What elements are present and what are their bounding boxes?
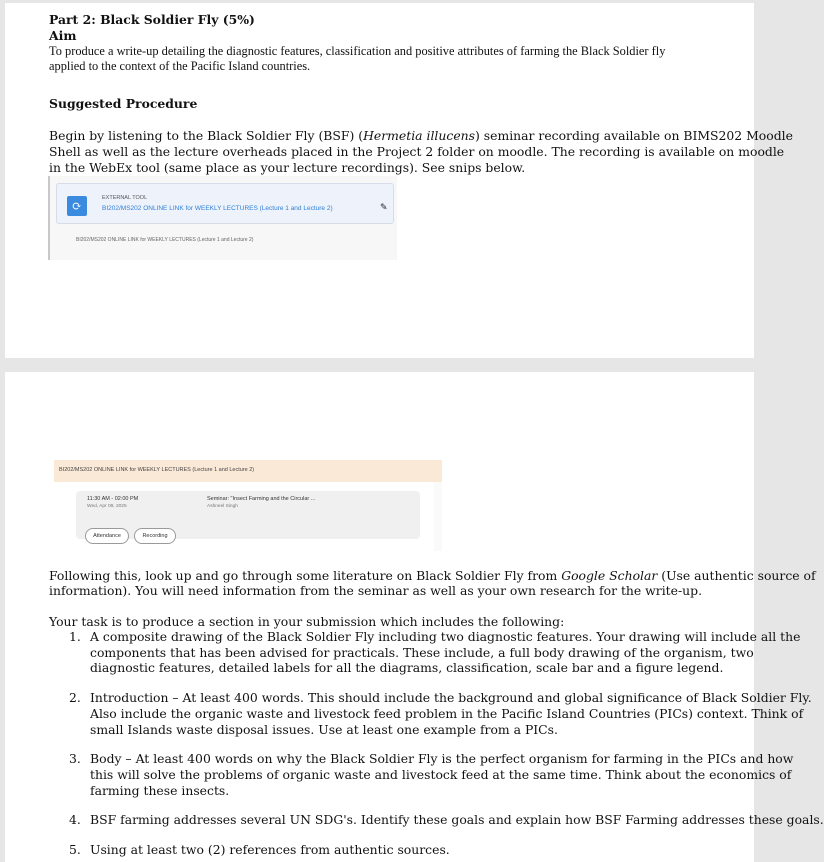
part-heading: Part 2: Black Soldier Fly (5%)	[49, 12, 255, 27]
task-intro: Your task is to produce a section in your submission which includes the following:	[49, 614, 565, 629]
task-item: 2. Introduction – At least 400 words. This should include the background and global significance of Black Soldier Fly. Also include the organic waste and livestock feed problem in the Pacific Island Countries (PICs) context. Think of small Islands waste disposal issues. Use at least one example from a PICs.	[69, 690, 812, 737]
scrollbar	[434, 482, 442, 551]
webex-title-bar	[54, 460, 442, 482]
session-date: Wed, Apr 09, 2025	[87, 504, 127, 509]
external-tool-subtitle: BI202/MS202 ONLINE LINK for WEEKLY LECTURES (Lecture 1 and Lecture 2)	[76, 237, 254, 243]
task-item: 4. BSF farming addresses several UN SDG's. Identify these goals and explain how BSF Farming addresses these goals.	[69, 812, 824, 828]
task-item: 3. Body – At least 400 words on why the Black Soldier Fly is the perfect organism for farming in the PICs and how this will solve the problems of organic waste and livestock feed at the same time. Think about the economics of farming these insects.	[69, 751, 794, 798]
document-page-2	[5, 372, 824, 862]
document-page-1	[5, 3, 793, 358]
procedure-line-2: Shell as well as the lecture overheads placed in the Project 2 folder on moodle. The recording is available on moodle	[49, 144, 785, 159]
puzzle-icon: ⟳	[67, 196, 87, 216]
google-scholar: Google Scholar	[561, 568, 658, 583]
webex-title: BI202/MS202 ONLINE LINK for WEEKLY LECTURES (Lecture 1 and Lecture 2)	[59, 467, 255, 473]
presenter-name: Ashneel Singh	[207, 504, 238, 509]
recording-button[interactable]: Recording	[134, 528, 176, 544]
follow-line-1: Following this, look up and go through some literature on Black Soldier Fly from Google Scholar (Use authentic source of	[49, 568, 816, 583]
task-item: 1. A composite drawing of the Black Soldier Fly including two diagnostic features. Your drawing will include all the components that has been advised for practicals. These include, a full body drawing of the organism, two diagnostic features, detailed labels for all the diagrams, classification, scale bar and a figure legend.	[69, 629, 801, 676]
moodle-snip-webex-recording	[54, 460, 442, 551]
aim-line-1: To produce a write-up detailing the diagnostic features, classification and positive attributes of farming the Black Soldier fly	[49, 44, 666, 58]
procedure-line-3: in the WebEx tool (same place as your lecture recordings). See snips below.	[49, 160, 526, 175]
external-tool-link[interactable]: BI202/MS202 ONLINE LINK for WEEKLY LECTURES (Lecture 1 and Lecture 2)	[102, 205, 333, 212]
moodle-snip-external-tool	[48, 176, 397, 260]
aim-line-2: applied to the context of the Pacific Island countries.	[49, 59, 311, 73]
external-tool-card[interactable]	[56, 183, 394, 224]
task-item: 5. Using at least two (2) references from authentic sources.	[69, 842, 450, 858]
session-card	[76, 491, 420, 539]
pencil-icon[interactable]: ✎	[380, 202, 388, 212]
procedure-line-1: Begin by listening to the Black Soldier Fly (BSF) (Hermetia illucens) seminar recording available on BIMS202 Moodle	[49, 128, 793, 143]
follow-line-2: information). You will need information from the seminar as well as your own research for the write-up.	[49, 583, 703, 598]
external-tool-label: EXTERNAL TOOL	[102, 195, 148, 201]
procedure-heading: Suggested Procedure	[49, 96, 198, 111]
attendance-button[interactable]: Attendance	[85, 528, 129, 544]
session-time: 11:30 AM - 02:00 PM	[87, 496, 139, 502]
task-list	[49, 629, 824, 858]
seminar-title: Seminar: "Insect Farming and the Circular ...	[207, 496, 316, 502]
species-name: Hermetia illucens	[363, 128, 475, 143]
aim-label: Aim	[49, 28, 77, 43]
